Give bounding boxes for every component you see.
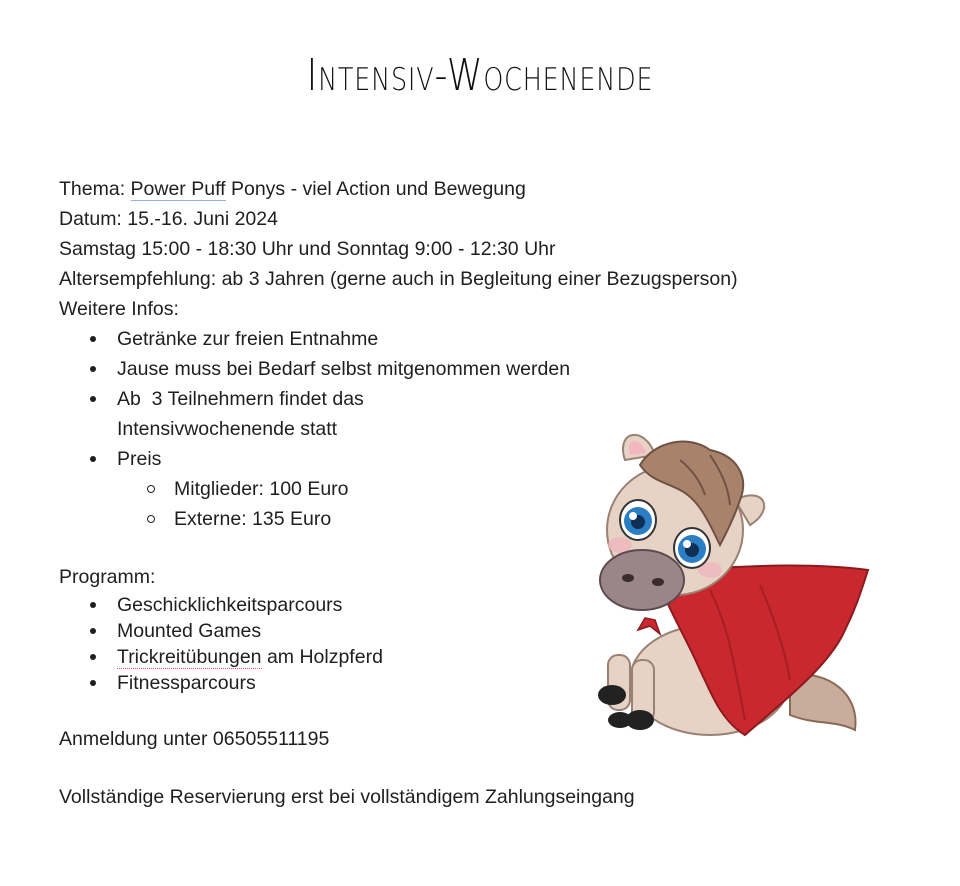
list-item: Externe: 135 Euro [117, 504, 879, 534]
reservierung-line: Vollständige Reservierung erst bei vollständigem Zahlungseingang [59, 786, 635, 808]
thema-label: Thema: [59, 178, 131, 200]
list-item-line: Ab 3 Teilnehmern findet das [117, 388, 364, 410]
list-item: Mounted Games [59, 618, 879, 644]
preis-label: Preis [117, 448, 162, 470]
list-item: Getränke zur freien Entnahme [59, 324, 879, 354]
weitere-infos-label: Weitere Infos: [59, 298, 179, 320]
thema-value: Power Puff [130, 178, 226, 200]
list-item-spellcheck: Trickreitübungen [117, 646, 262, 668]
list-item-rest: am Holzpferd [261, 646, 383, 668]
list-item: Fitnessparcours [59, 670, 879, 696]
thema-rest: Ponys - viel Action und Bewegung [225, 178, 526, 200]
datum-line: Datum: 15.-16. Juni 2024 [59, 208, 278, 230]
programm-label: Programm: [59, 566, 156, 588]
zeiten-line: Samstag 15:00 - 18:30 Uhr und Sonntag 9:00 - 12:30 Uhr [59, 238, 556, 260]
pony-illustration [560, 420, 880, 750]
list-item-line: Intensivwochenende statt [117, 418, 338, 440]
list-item: Mitglieder: 100 Euro [117, 474, 879, 504]
list-item: Jause muss bei Bedarf selbst mitgenommen werden [59, 354, 879, 384]
page-title: Intensiv-Wochenende [306, 50, 654, 101]
anmeldung-line: Anmeldung unter 06505511195 [59, 728, 330, 750]
alter-line: Altersempfehlung: ab 3 Jahren (gerne auch in Begleitung einer Bezugsperson) [59, 268, 738, 290]
thema-line [59, 174, 879, 204]
list-item: Geschicklichkeitsparcours [59, 592, 879, 618]
